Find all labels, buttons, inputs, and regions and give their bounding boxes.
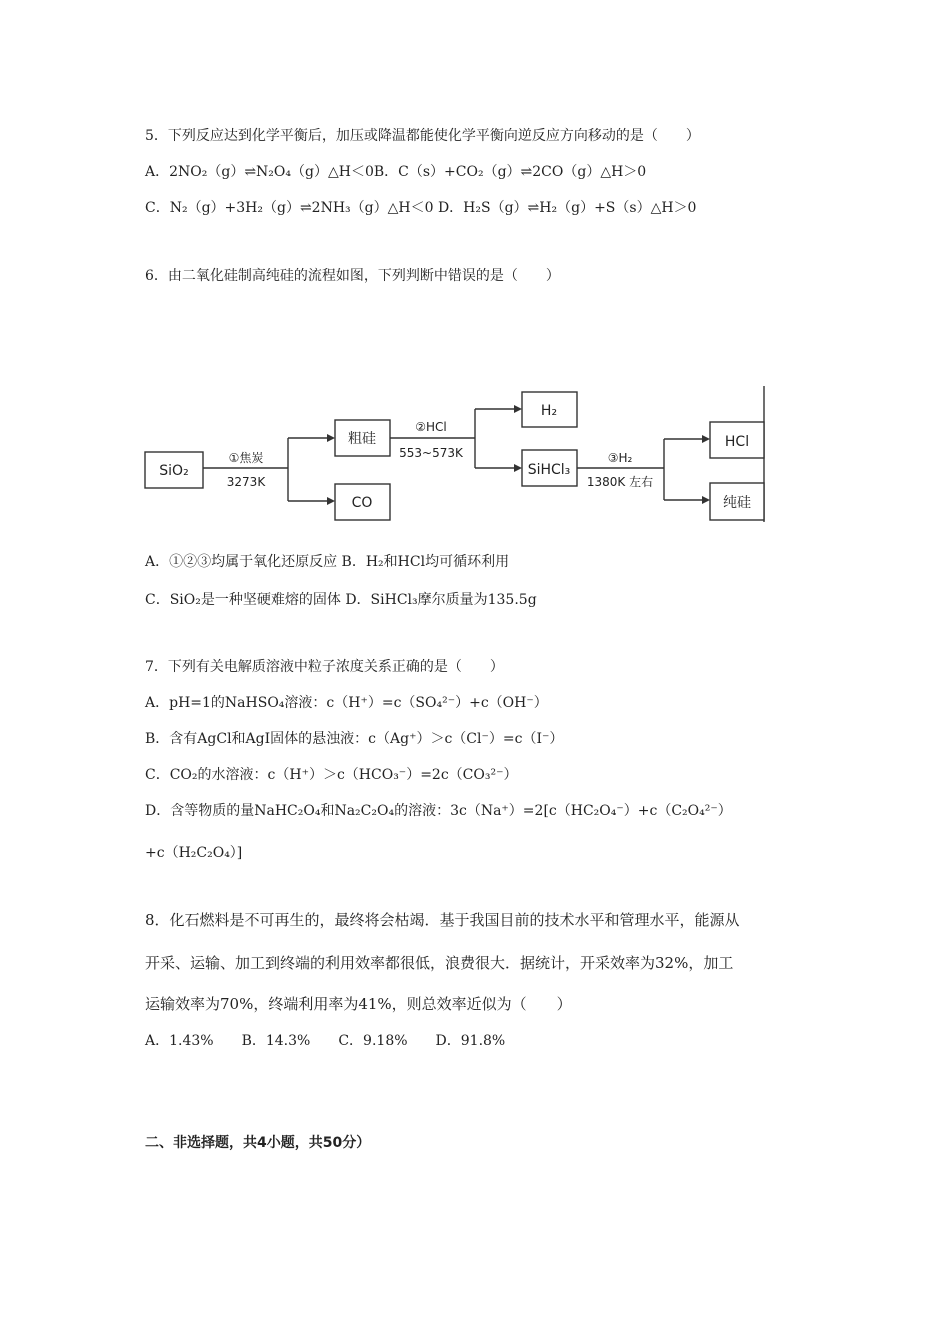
step3-temperature: 1380K 左右 xyxy=(586,475,654,489)
step2-temperature: 553~573K xyxy=(399,446,463,460)
q7-stem: 7．下列有关电解质溶液中粒子浓度关系正确的是（ ） xyxy=(145,659,504,675)
q6-options-ab: A．①②③均属于氧化还原反应 B．H₂和HCl均可循环利用 xyxy=(145,554,510,570)
q5-options-ab: A．2NO₂（g）⇌N₂O₄（g）△H＜0B．C（s）+CO₂（g）⇌2CO（g）△H＞0 xyxy=(145,164,647,180)
q8-stem-line1: 8．化石燃料是不可再生的，最终将会枯竭．基于我国目前的技术水平和管理水平，能源从 xyxy=(145,911,740,929)
q6-options-cd: C．SiO₂是一种坚硬难熔的固体 D．SiHCl₃摩尔质量为135.5g xyxy=(145,592,537,608)
q5-stem: 5．下列反应达到化学平衡后，加压或降温都能使化学平衡向逆反应方向移动的是（ ） xyxy=(145,128,700,144)
step2-reagent: ②HCl xyxy=(415,420,447,434)
step3-reagent: ③H₂ xyxy=(607,451,633,465)
hcl-label: HCl xyxy=(724,434,750,450)
q7-option-a: A．pH=1的NaHSO₄溶液：c（H⁺）=c（SO₄²⁻）+c（OH⁻） xyxy=(145,695,548,711)
q6-stem: 6．由二氧化硅制高纯硅的流程如图，下列判断中错误的是（ ） xyxy=(145,268,560,284)
q8-stem-line3: 运输效率为70%，终端利用率为41%，则总效率近似为（ ） xyxy=(145,995,572,1013)
q7-option-b: B．含有AgCl和AgI固体的悬浊液：c（Ag⁺）＞c（Cl⁻）=c（I⁻） xyxy=(145,731,564,747)
step1-temperature: 3273K xyxy=(226,475,266,489)
q8-options: A．1.43% B．14.3% C．9.18% D．91.8% xyxy=(145,1033,506,1049)
silicon-flow-diagram xyxy=(143,386,768,526)
q7-option-c: C．CO₂的水溶液：c（H⁺）＞c（HCO₃⁻）=2c（CO₃²⁻） xyxy=(145,767,518,783)
h2-label: H₂ xyxy=(540,403,558,419)
q7-option-d-line1: D．含等物质的量NaHC₂O₄和Na₂C₂O₄的溶液：3c（Na⁺）=2[c（HC₂O₄⁻）+c（C₂O₄²⁻） xyxy=(145,803,732,819)
pure-silicon-label: 纯硅 xyxy=(723,495,751,511)
sio2-label: SiO₂ xyxy=(159,463,189,479)
crude-silicon-label: 粗硅 xyxy=(348,431,376,447)
q8-stem-line2: 开采、运输、加工到终端的利用效率都很低，浪费很大．据统计，开采效率为32%，加工 xyxy=(145,954,734,972)
step1-reagent: ①焦炭 xyxy=(228,451,264,465)
q5-options-cd: C．N₂（g）+3H₂（g）⇌2NH₃（g）△H＜0 D．H₂S（g）⇌H₂（g）+S（s）△H＞0 xyxy=(145,200,697,216)
sihcl3-label: SiHCl₃ xyxy=(527,462,571,478)
co-label: CO xyxy=(351,495,373,511)
q7-option-d-line2: +c（H₂C₂O₄）] xyxy=(145,845,243,861)
section-heading: 二、非选择题，共4小题，共50分） xyxy=(145,1135,371,1151)
